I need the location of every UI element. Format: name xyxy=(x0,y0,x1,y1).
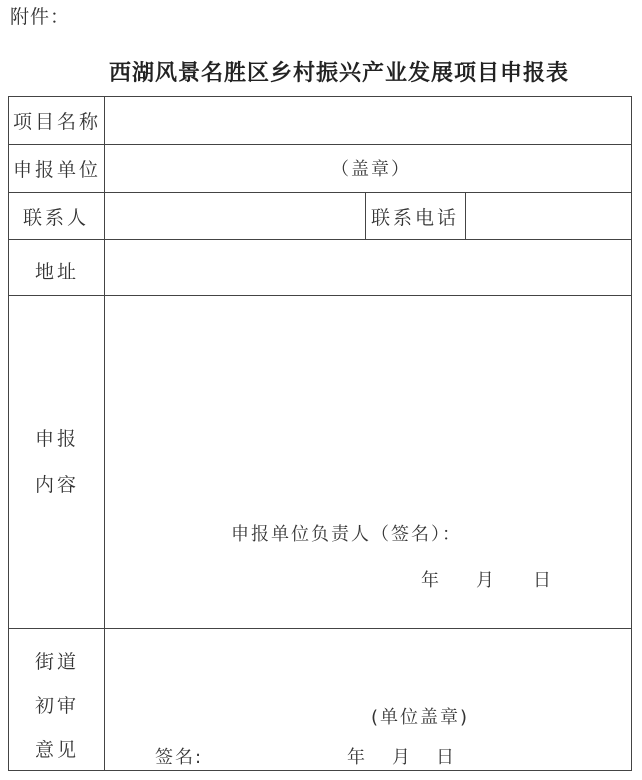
review-date-month: 月 xyxy=(392,747,412,768)
review-signature-label: 签名: xyxy=(155,747,204,768)
review-seal-note: (单位盖章) xyxy=(371,707,470,728)
application-form-table xyxy=(8,96,632,771)
review-field[interactable] xyxy=(105,629,631,770)
contact-person-field[interactable] xyxy=(105,193,365,239)
form-title: 西湖风景名胜区乡村振兴产业发展项目申报表 xyxy=(108,60,569,86)
contact-phone-field[interactable] xyxy=(466,193,631,239)
contact-divider xyxy=(365,192,366,239)
content-label xyxy=(9,416,105,508)
applicant-seal-note: （盖章） xyxy=(331,159,411,180)
applicant-label: 申报单位 xyxy=(13,159,102,181)
applicant-field[interactable] xyxy=(105,145,631,192)
review-label-line3: 意见 xyxy=(34,739,79,761)
signer-label: 申报单位负责人（签名）： xyxy=(231,524,462,545)
project-name-label: 项目名称 xyxy=(13,111,102,133)
contact-phone-label: 联系电话 xyxy=(371,207,460,229)
content-date-year: 年 xyxy=(421,570,441,591)
review-label-line2: 初审 xyxy=(34,695,79,717)
review-date-year: 年 xyxy=(347,747,367,768)
content-label-line1: 申报 xyxy=(34,428,79,450)
contact-person-label: 联系人 xyxy=(23,207,90,229)
content-label-line2: 内容 xyxy=(34,474,79,496)
attachment-label: 附件： xyxy=(10,6,71,28)
address-field[interactable] xyxy=(105,240,631,295)
review-label xyxy=(9,640,105,772)
address-label: 地址 xyxy=(35,261,80,283)
content-date-month: 月 xyxy=(476,570,496,591)
project-name-field[interactable] xyxy=(105,97,631,144)
review-date-day: 日 xyxy=(436,747,456,768)
content-date-day: 日 xyxy=(533,570,553,591)
review-label-line1: 街道 xyxy=(34,651,79,673)
content-field[interactable] xyxy=(105,296,631,628)
